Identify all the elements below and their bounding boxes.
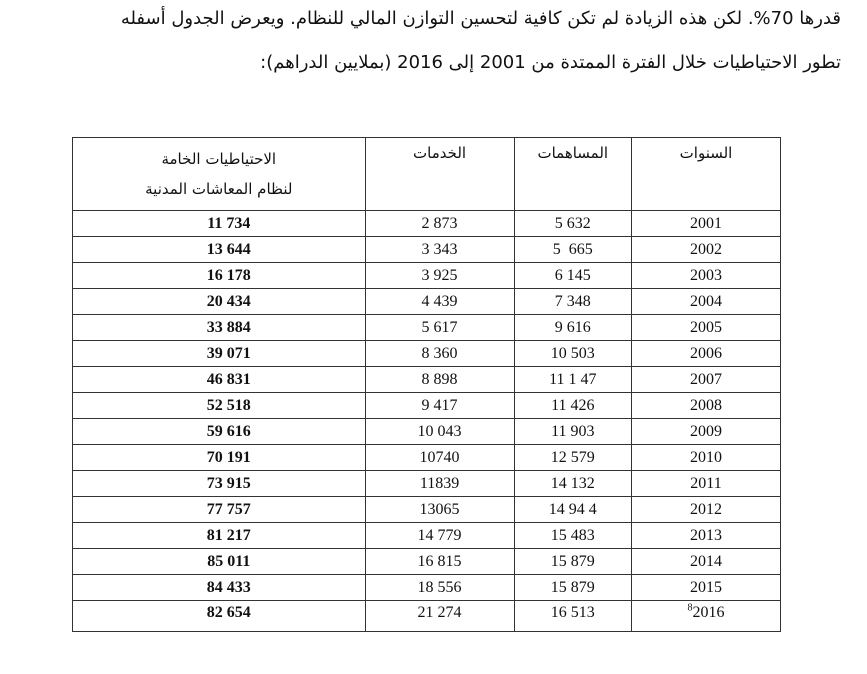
table-row bbox=[73, 419, 781, 445]
contributions-cell: 14 94 4 bbox=[514, 497, 631, 523]
contributions-cell: 12 579 bbox=[514, 445, 631, 471]
header-contributions: المساهمات bbox=[514, 138, 631, 211]
header-reserves-line-2: لنظام المعاشات المدنية bbox=[145, 180, 293, 198]
year-cell: 2013 bbox=[632, 523, 781, 549]
services-cell: 9 417 bbox=[365, 393, 514, 419]
reserves-cell: 81 217 bbox=[73, 523, 366, 549]
reserves-cell: 33 884 bbox=[73, 315, 366, 341]
reserves-cell: 82 654 bbox=[73, 601, 366, 632]
contributions-cell: 7 348 bbox=[514, 289, 631, 315]
table-row bbox=[73, 445, 781, 471]
year-cell: 2014 bbox=[632, 549, 781, 575]
contributions-cell: 5 665 bbox=[514, 237, 631, 263]
year-cell: 2005 bbox=[632, 315, 781, 341]
year-cell: 2007 bbox=[632, 367, 781, 393]
reserves-cell: 73 915 bbox=[73, 471, 366, 497]
contributions-cell: 15 483 bbox=[514, 523, 631, 549]
paragraph-line-2: تطور الاحتياطيات خلال الفترة الممتدة من 2001 إلى 2016 (بملايين الدراهم): bbox=[260, 52, 841, 73]
year-cell: 2004 bbox=[632, 289, 781, 315]
contributions-cell: 11 1 47 bbox=[514, 367, 631, 393]
year-cell: 2010 bbox=[632, 445, 781, 471]
year-cell: 2012 bbox=[632, 497, 781, 523]
contributions-cell: 15 879 bbox=[514, 575, 631, 601]
services-cell: 8 898 bbox=[365, 367, 514, 393]
table-row bbox=[73, 393, 781, 419]
table-row bbox=[73, 263, 781, 289]
table-row bbox=[73, 237, 781, 263]
year-value: 2016 bbox=[692, 604, 725, 621]
reserves-cell: 11 734 bbox=[73, 211, 366, 237]
reserves-cell: 16 178 bbox=[73, 263, 366, 289]
services-cell: 3 343 bbox=[365, 237, 514, 263]
services-cell: 11839 bbox=[365, 471, 514, 497]
year-cell: 2003 bbox=[632, 263, 781, 289]
reserves-cell: 46 831 bbox=[73, 367, 366, 393]
reserves-cell: 20 434 bbox=[73, 289, 366, 315]
table-row bbox=[73, 497, 781, 523]
contributions-cell: 10 503 bbox=[514, 341, 631, 367]
services-cell: 10 043 bbox=[365, 419, 514, 445]
services-cell: 3 925 bbox=[365, 263, 514, 289]
services-cell: 18 556 bbox=[365, 575, 514, 601]
reserves-cell: 85 011 bbox=[73, 549, 366, 575]
services-cell: 8 360 bbox=[365, 341, 514, 367]
contributions-cell: 11 426 bbox=[514, 393, 631, 419]
reserves-cell: 52 518 bbox=[73, 393, 366, 419]
table-row bbox=[73, 341, 781, 367]
year-cell: 2008 bbox=[632, 393, 781, 419]
services-cell: 2 873 bbox=[365, 211, 514, 237]
year-cell: 2011 bbox=[632, 471, 781, 497]
year-cell: 2006 bbox=[632, 341, 781, 367]
year-cell bbox=[632, 601, 781, 632]
reserves-cell: 13 644 bbox=[73, 237, 366, 263]
reserves-cell: 70 191 bbox=[73, 445, 366, 471]
services-cell: 14 779 bbox=[365, 523, 514, 549]
table-row bbox=[73, 289, 781, 315]
header-services: الخدمات bbox=[365, 138, 514, 211]
reserves-cell: 77 757 bbox=[73, 497, 366, 523]
footnote-marker: 8 bbox=[687, 602, 693, 614]
header-reserves-line-1: الاحتياطيات الخامة bbox=[161, 150, 277, 168]
contributions-cell: 16 513 bbox=[514, 601, 631, 632]
table-row bbox=[73, 601, 781, 632]
intro-paragraph bbox=[41, 4, 841, 78]
table-body bbox=[73, 211, 781, 632]
services-cell: 13065 bbox=[365, 497, 514, 523]
reserves-cell: 84 433 bbox=[73, 575, 366, 601]
table-row bbox=[73, 367, 781, 393]
year-cell: 2009 bbox=[632, 419, 781, 445]
table-row bbox=[73, 523, 781, 549]
table-row bbox=[73, 211, 781, 237]
year-cell: 2001 bbox=[632, 211, 781, 237]
year-cell: 2015 bbox=[632, 575, 781, 601]
contributions-cell: 9 616 bbox=[514, 315, 631, 341]
table-header-row bbox=[73, 138, 781, 211]
services-cell: 16 815 bbox=[365, 549, 514, 575]
services-cell: 4 439 bbox=[365, 289, 514, 315]
services-cell: 10740 bbox=[365, 445, 514, 471]
table-row bbox=[73, 575, 781, 601]
contributions-cell: 15 879 bbox=[514, 549, 631, 575]
contributions-cell: 6 145 bbox=[514, 263, 631, 289]
services-cell: 21 274 bbox=[365, 601, 514, 632]
table-row bbox=[73, 549, 781, 575]
year-cell: 2002 bbox=[632, 237, 781, 263]
services-cell: 5 617 bbox=[365, 315, 514, 341]
reserves-table bbox=[72, 137, 781, 632]
contributions-cell: 11 903 bbox=[514, 419, 631, 445]
table-row bbox=[73, 315, 781, 341]
header-reserves bbox=[73, 138, 366, 211]
reserves-cell: 59 616 bbox=[73, 419, 366, 445]
header-years: السنوات bbox=[632, 138, 781, 211]
table-row bbox=[73, 471, 781, 497]
contributions-cell: 14 132 bbox=[514, 471, 631, 497]
reserves-cell: 39 071 bbox=[73, 341, 366, 367]
paragraph-line-1: قدرها 70%. لكن هذه الزيادة لم تكن كافية لتحسين التوازن المالي للنظام. ويعرض الجدول أسفله bbox=[120, 8, 841, 29]
contributions-cell: 5 632 bbox=[514, 211, 631, 237]
